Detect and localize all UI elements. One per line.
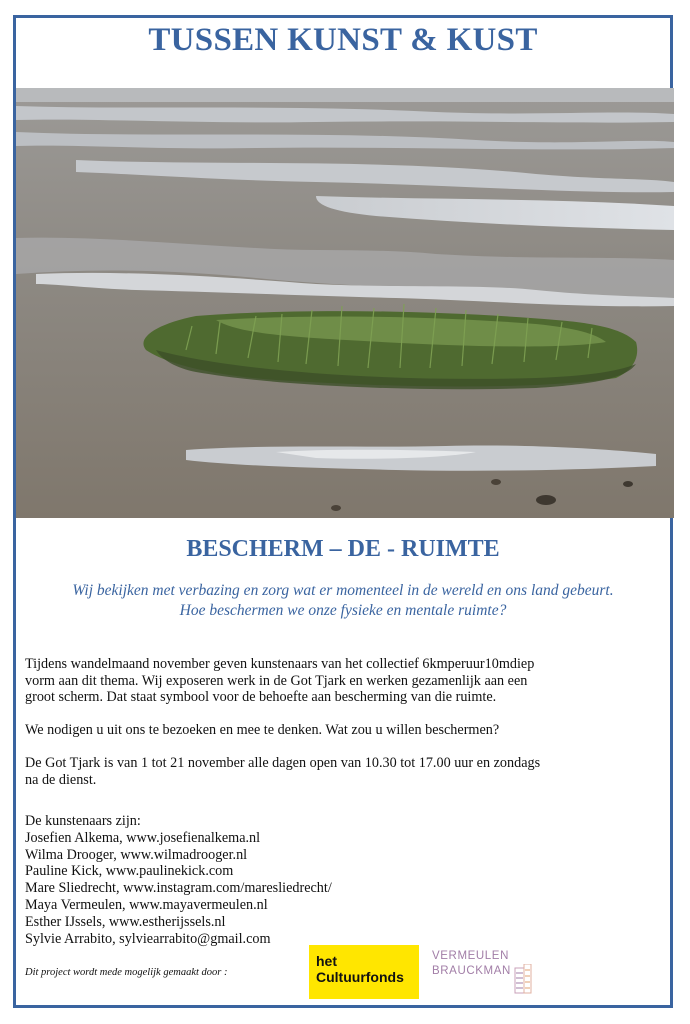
- paragraph-3: [25, 755, 625, 788]
- artist-item: Esther IJssels, www.estherijssels.nl: [25, 913, 226, 930]
- mudflat-photo: [16, 88, 674, 518]
- vermeulen-brauckman-logo: [432, 949, 511, 979]
- artists-list: [25, 813, 425, 947]
- intro-text: [13, 581, 673, 621]
- artists-heading: De kunstenaars zijn:: [25, 813, 141, 829]
- building-icon: [514, 964, 532, 994]
- mudflat-image: [16, 88, 674, 518]
- vermeulen-logo-line-2: BRAUCKMAN: [432, 965, 511, 977]
- paragraph-1-line-3: groot scherm. Dat staat symbool voor de behoefte aan bescherming van die ruimte.: [25, 689, 497, 705]
- paragraph-3-line-1: De Got Tjark is van 1 tot 21 november alle dagen open van 10.30 tot 17.00 uur en zondags: [25, 755, 541, 771]
- poster-title: TUSSEN KUNST & KUST: [148, 22, 538, 58]
- artist-item: Pauline Kick, www.paulinekick.com: [25, 863, 234, 880]
- cultuurfonds-logo-line-1: het: [316, 953, 337, 969]
- paragraph-2: We nodigen u uit ons te bezoeken en mee te denken. Wat zou u willen beschermen?: [25, 722, 500, 738]
- sponsor-note: Dit project wordt mede mogelijk gemaakt door :: [25, 967, 228, 978]
- artist-item: Josefien Alkema, www.josefienalkema.nl: [25, 829, 261, 846]
- intro-line-2: Hoe beschermen we onze fysieke en mentale ruimte?: [179, 602, 507, 619]
- paragraph-1-line-2: vorm aan dit thema. Wij exposeren werk in de Got Tjark en werken gezamenlijk aan een: [25, 672, 528, 689]
- artist-item: Wilma Drooger, www.wilmadrooger.nl: [25, 846, 248, 863]
- paragraph-1-line-1: Tijdens wandelmaand november geven kunstenaars van het collectief 6kmperuur10mdiep: [25, 656, 535, 672]
- paragraph-3-line-2: na de dienst.: [25, 771, 97, 788]
- artist-item: Sylvie Arrabito, sylviearrabito@gmail.com: [25, 930, 271, 947]
- artist-item: Maya Vermeulen, www.mayavermeulen.nl: [25, 896, 268, 913]
- exhibition-subtitle: BESCHERM – DE - RUIMTE: [186, 536, 500, 562]
- paragraph-1: [25, 656, 625, 706]
- body-text: [25, 656, 625, 805]
- cultuurfonds-logo: [309, 945, 419, 999]
- vermeulen-logo-line-1: VERMEULEN: [432, 950, 509, 962]
- artist-item: Mare Sliedrecht, www.instagram.com/maresliedrecht/: [25, 880, 332, 897]
- intro-line-1: Wij bekijken met verbazing en zorg wat er momenteel in de wereld en ons land gebeurt.: [72, 582, 614, 599]
- cultuurfonds-logo-line-2: Cultuurfonds: [316, 969, 404, 985]
